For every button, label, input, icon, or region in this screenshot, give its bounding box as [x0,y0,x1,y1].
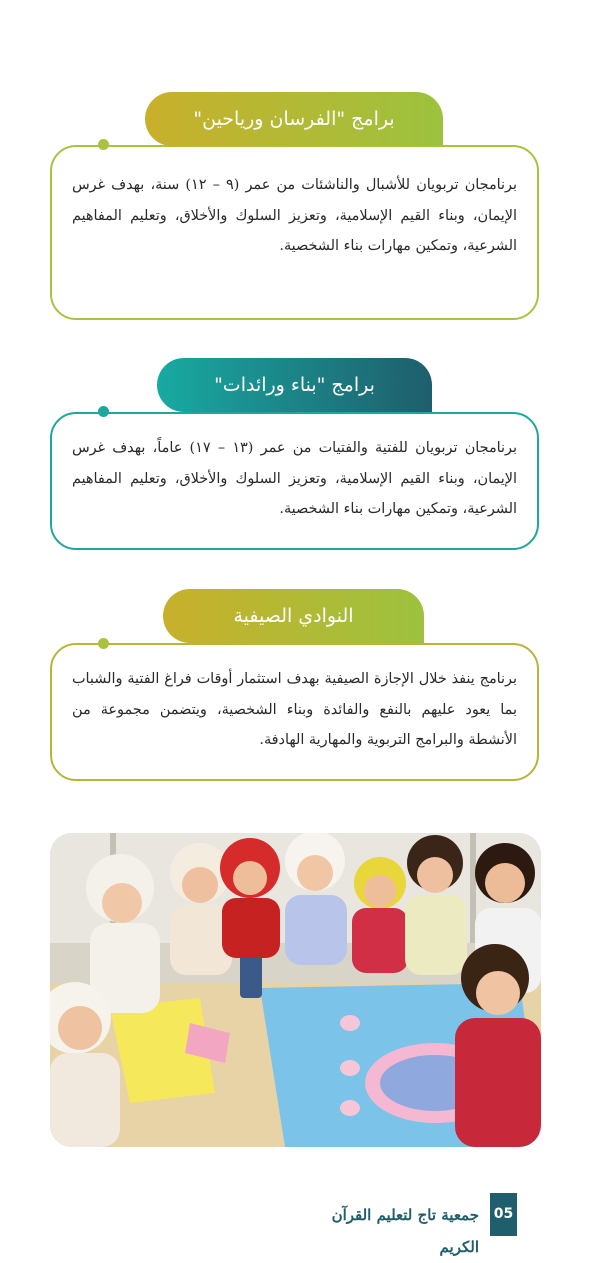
section-body-1: برنامجان تربويان للأشبال والناشئات من عمر (٩ – ١٢) سنة، بهدف غرس الإيمان، وبناء القيم الإسلامية، وتعزيز السلوك والأخلاق، وتعليم المفاهيم الشرعية، وتمكين مهارات بناء الشخصية. [72,177,517,254]
section-title-pill-3 [163,589,424,643]
section-title-3: النوادي الصيفية [233,605,354,627]
page-number: 05 [490,1193,517,1236]
accent-dot-2 [98,406,109,417]
accent-dot-1 [98,139,109,150]
section-title-pill-2 [157,358,432,412]
accent-dot-3 [98,638,109,649]
section-title-2: برامج "بناء ورائدات" [214,374,375,396]
section-body-3: برنامج ينفذ خلال الإجازة الصيفية بهدف استثمار أوقات فراغ الفتية والشباب بما يعود عليهم بالنفع والفائدة وبناء الشخصية، ويتضمن مجموعة من الأنشطة والبرامج التربوية والمهارية الهادفة. [72,671,517,748]
children-activity-photo [50,833,541,1147]
organization-logo-text: جمعية تاج لتعليم القرآن الكريم [331,1206,479,1256]
section-body-2: برنامجان تربويان للفتية والفتيات من عمر (١٣ – ١٧) عاماً، بهدف غرس الإيمان، وبناء القيم الإسلامية، وتعزيز السلوك والأخلاق، وتعليم المفاهيم الشرعية، وتمكين مهارات بناء الشخصية. [72,440,517,517]
section-title-pill-1 [145,92,443,146]
section-title-1: برامج "الفرسان ورياحين" [193,108,395,130]
